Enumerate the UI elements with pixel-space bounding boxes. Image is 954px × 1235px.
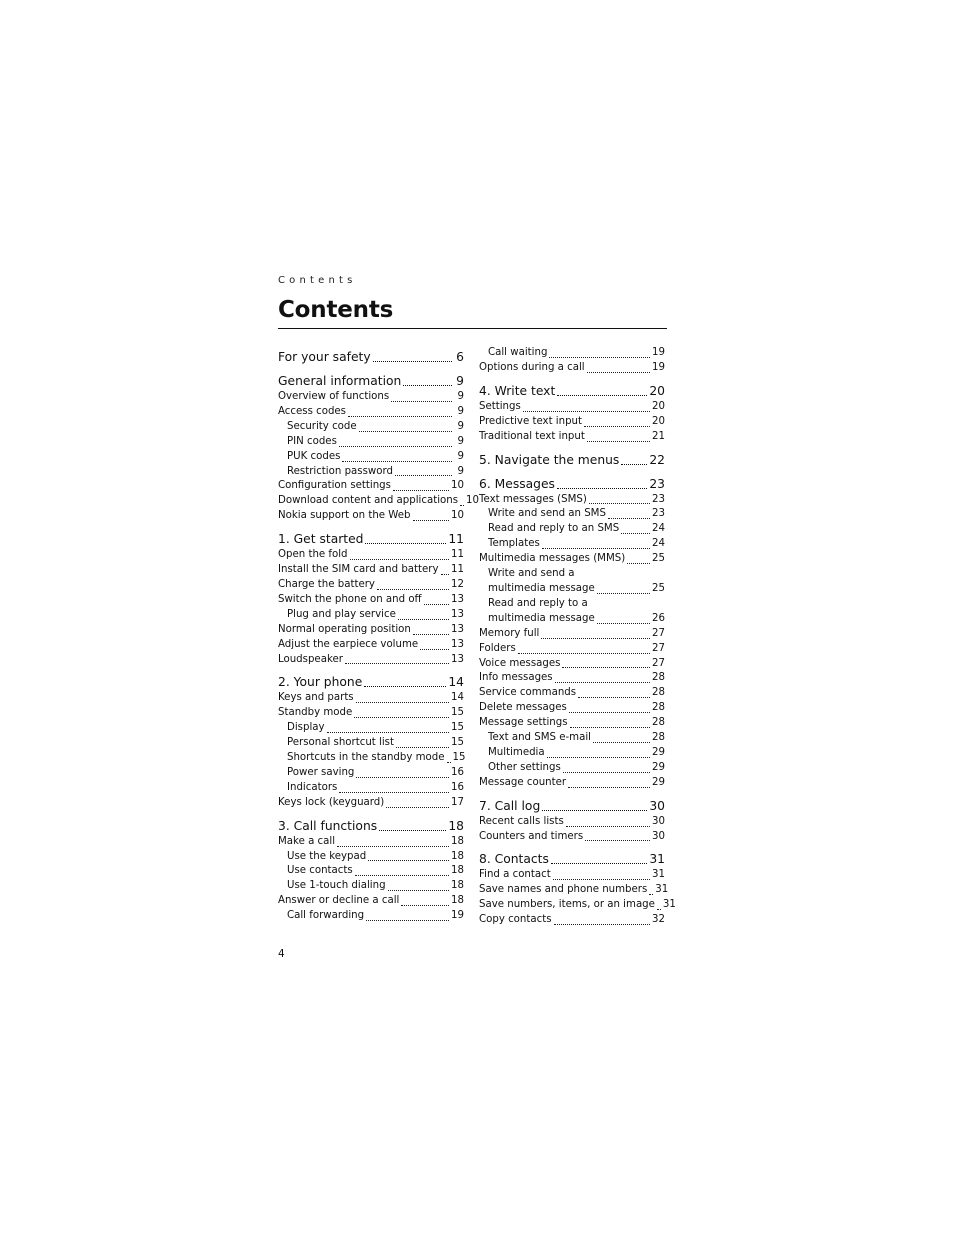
toc-entry-title: Save numbers, items, or an image bbox=[479, 899, 655, 911]
toc-entry[interactable] bbox=[479, 776, 665, 791]
dot-leader bbox=[587, 372, 650, 373]
dot-leader bbox=[388, 890, 449, 891]
toc-entry-page: 26 bbox=[652, 612, 665, 624]
toc-entry-page: 9 bbox=[457, 391, 464, 402]
toc-entry-page: 10 bbox=[451, 480, 464, 492]
toc-entry[interactable] bbox=[479, 361, 665, 376]
toc-entry-page: 13 bbox=[451, 623, 464, 635]
toc-entry[interactable] bbox=[479, 552, 665, 567]
toc-entry-page: 10 bbox=[466, 495, 479, 507]
dot-leader bbox=[339, 792, 449, 793]
toc-entry[interactable] bbox=[278, 751, 464, 766]
toc-entry-title: Plug and play service bbox=[287, 608, 396, 620]
dot-leader bbox=[403, 385, 452, 386]
toc-entry-title: Settings bbox=[479, 400, 521, 412]
toc-chapter-entry[interactable] bbox=[278, 674, 464, 691]
toc-entry-page: 30 bbox=[652, 830, 665, 842]
dot-leader bbox=[345, 663, 449, 664]
toc-entry-title: Adjust the earpiece volume bbox=[278, 638, 419, 650]
toc-entry-page: 16 bbox=[451, 781, 464, 793]
toc-entry-title: Use contacts bbox=[287, 865, 353, 877]
toc-entry-page: 29 bbox=[652, 746, 665, 758]
dot-leader bbox=[354, 717, 449, 718]
toc-entry[interactable] bbox=[479, 522, 665, 537]
dot-leader bbox=[566, 826, 650, 827]
dot-leader bbox=[542, 548, 650, 549]
dot-leader bbox=[447, 762, 451, 763]
toc-entry[interactable] bbox=[278, 796, 464, 811]
toc-entry-page: 28 bbox=[652, 687, 665, 699]
toc-entry[interactable] bbox=[479, 346, 665, 361]
toc-entry-page: 14 bbox=[448, 675, 464, 690]
dot-leader bbox=[441, 574, 450, 575]
toc-entry-page: 18 bbox=[448, 818, 464, 833]
dot-leader bbox=[569, 712, 650, 713]
toc-entry-title: 1. Get started bbox=[278, 532, 364, 547]
toc-entry-title: Open the fold bbox=[278, 549, 348, 561]
toc-entry-title: Overview of functions bbox=[278, 391, 390, 402]
toc-entry-page: 16 bbox=[451, 766, 464, 778]
toc-entry[interactable] bbox=[479, 493, 665, 508]
toc-entry[interactable] bbox=[278, 894, 464, 909]
toc-entry[interactable] bbox=[278, 879, 464, 894]
dot-leader bbox=[657, 909, 661, 910]
toc-entry-page: 32 bbox=[652, 914, 665, 926]
toc-entry-title: 7. Call log bbox=[479, 798, 541, 813]
toc-entry[interactable] bbox=[278, 736, 464, 751]
toc-chapter-entry[interactable] bbox=[479, 476, 665, 493]
dot-leader bbox=[364, 686, 446, 687]
toc-entry-page: 29 bbox=[652, 776, 665, 788]
toc-entry[interactable] bbox=[479, 400, 665, 415]
toc-entry-title: Templates bbox=[488, 538, 540, 550]
toc-entry-page: 13 bbox=[451, 608, 464, 620]
toc-entry[interactable] bbox=[479, 507, 665, 522]
toc-entry-title: Keys and parts bbox=[278, 692, 354, 704]
toc-entry[interactable] bbox=[278, 578, 464, 593]
dot-leader bbox=[420, 649, 449, 650]
dot-leader bbox=[350, 559, 450, 560]
toc-entry-page: 19 bbox=[451, 910, 464, 922]
toc-entry-page: 31 bbox=[652, 869, 665, 881]
toc-entry-page: 19 bbox=[652, 347, 665, 358]
toc-entry-title: Service commands bbox=[479, 687, 577, 699]
toc-entry-page: 6 bbox=[456, 350, 464, 364]
dot-leader bbox=[359, 431, 452, 432]
toc-entry-page: 10 bbox=[451, 510, 464, 522]
toc-entry[interactable] bbox=[278, 850, 464, 865]
toc-entry-title: Display bbox=[287, 722, 325, 734]
toc-entry[interactable] bbox=[278, 608, 464, 623]
toc-entry[interactable] bbox=[479, 868, 665, 883]
toc-entry[interactable] bbox=[278, 390, 464, 405]
toc-entry-title: Text messages (SMS) bbox=[479, 493, 587, 505]
toc-entry[interactable] bbox=[479, 761, 665, 776]
toc-entry-page: 30 bbox=[649, 798, 665, 813]
toc-entry-title: Make a call bbox=[278, 835, 336, 847]
dot-leader bbox=[568, 787, 650, 788]
toc-entry-title: PUK codes bbox=[287, 450, 341, 462]
toc-entry-page: 20 bbox=[652, 415, 665, 427]
toc-entry-page: 27 bbox=[652, 627, 665, 639]
toc-entry-title: Find a contact bbox=[479, 869, 551, 881]
toc-entry-title: Message settings bbox=[479, 717, 568, 729]
toc-entry-page: 28 bbox=[652, 672, 665, 684]
toc-entry-title: Loudspeaker bbox=[278, 653, 343, 665]
toc-entry-page: 25 bbox=[652, 582, 665, 594]
dot-leader bbox=[621, 464, 647, 465]
toc-entry-title: PIN codes bbox=[287, 435, 337, 447]
toc-entry-page: 9 bbox=[457, 465, 464, 477]
toc-entry-title: Charge the battery bbox=[278, 578, 375, 590]
running-head: Contents bbox=[278, 275, 357, 286]
toc-entry-title: 6. Messages bbox=[479, 476, 555, 491]
toc-entry-title: multimedia message bbox=[488, 582, 595, 594]
toc-entry-page: 25 bbox=[652, 553, 665, 565]
dot-leader bbox=[523, 411, 650, 412]
toc-entry-page: 9 bbox=[456, 374, 464, 388]
toc-chapter-entry[interactable] bbox=[479, 851, 665, 868]
toc-entry-title: Counters and timers bbox=[479, 830, 584, 842]
dot-leader bbox=[395, 475, 452, 476]
toc-entry-page: 21 bbox=[652, 430, 665, 442]
toc-entry-page: 22 bbox=[649, 452, 665, 467]
toc-entry[interactable] bbox=[479, 642, 665, 657]
toc-entry-title: Restriction password bbox=[287, 465, 393, 477]
toc-entry-page: 31 bbox=[662, 899, 676, 911]
toc-entry[interactable] bbox=[479, 582, 665, 597]
dot-leader bbox=[555, 682, 650, 683]
toc-entry[interactable] bbox=[278, 450, 464, 465]
toc-entry-title: Save names and phone numbers bbox=[479, 884, 648, 896]
toc-entry-page: 15 bbox=[451, 737, 464, 749]
dot-leader bbox=[413, 634, 449, 635]
dot-leader bbox=[379, 830, 446, 831]
toc-entry[interactable] bbox=[278, 638, 464, 653]
dot-leader bbox=[393, 490, 449, 491]
toc-entry[interactable] bbox=[479, 597, 665, 612]
toc-entry[interactable] bbox=[278, 691, 464, 706]
toc-entry-page: 13 bbox=[451, 638, 464, 650]
dot-leader bbox=[386, 807, 449, 808]
toc-entry-page: 9 bbox=[457, 450, 464, 462]
toc-entry-page: 18 bbox=[451, 880, 464, 892]
toc-entry-title: Message counter bbox=[479, 776, 567, 788]
toc-entry-title: Other settings bbox=[488, 761, 561, 773]
dot-leader bbox=[549, 357, 650, 358]
toc-entry-title: For your safety bbox=[278, 350, 371, 364]
toc-entry[interactable] bbox=[278, 494, 479, 509]
toc-entry[interactable] bbox=[278, 623, 464, 638]
dot-leader bbox=[398, 619, 449, 620]
toc-chapter-entry[interactable] bbox=[479, 452, 665, 469]
dot-leader bbox=[570, 727, 651, 728]
dot-leader bbox=[342, 461, 452, 462]
toc-entry-title: Answer or decline a call bbox=[278, 895, 400, 907]
toc-entry-title: Text and SMS e-mail bbox=[488, 732, 591, 744]
toc-entry[interactable] bbox=[278, 405, 464, 420]
dot-leader bbox=[541, 638, 650, 639]
dot-leader bbox=[547, 757, 650, 758]
toc-column-right bbox=[479, 346, 676, 928]
toc-entry[interactable] bbox=[479, 567, 665, 582]
dot-leader bbox=[562, 667, 650, 668]
toc-entry[interactable] bbox=[278, 593, 464, 608]
toc-entry[interactable] bbox=[479, 701, 665, 716]
dot-leader bbox=[368, 860, 449, 861]
toc-entry[interactable] bbox=[278, 563, 464, 578]
toc-entry-page: 18 bbox=[451, 865, 464, 877]
dot-leader bbox=[597, 623, 650, 624]
toc-entry-page: 11 bbox=[451, 549, 464, 561]
toc-entry-page: 28 bbox=[652, 702, 665, 714]
dot-leader bbox=[621, 533, 650, 534]
toc-entry-title: Use the keypad bbox=[287, 850, 367, 862]
toc-entry-page: 23 bbox=[652, 508, 665, 520]
toc-entry-title: Read and reply to a bbox=[488, 597, 588, 609]
toc-entry-page: 19 bbox=[652, 361, 665, 373]
toc-entry[interactable] bbox=[278, 548, 464, 563]
toc-entry[interactable] bbox=[278, 766, 464, 781]
toc-entry-title: Power saving bbox=[287, 766, 355, 778]
toc-entry-title: Standby mode bbox=[278, 707, 353, 719]
toc-entry-page: 27 bbox=[652, 657, 665, 669]
toc-entry-title: Traditional text input bbox=[479, 430, 585, 442]
toc-entry-title: Nokia support on the Web bbox=[278, 510, 411, 522]
dot-leader bbox=[356, 702, 449, 703]
toc-entry[interactable] bbox=[278, 781, 464, 796]
toc-entry-title: Read and reply to an SMS bbox=[488, 523, 620, 535]
toc-entry[interactable] bbox=[479, 898, 676, 913]
toc-entry[interactable] bbox=[278, 465, 464, 480]
toc-entry-title: multimedia message bbox=[488, 612, 595, 624]
toc-entry-title: Switch the phone on and off bbox=[278, 593, 422, 605]
toc-entry-title: Keys lock (keyguard) bbox=[278, 796, 385, 808]
toc-entry-title: 3. Call functions bbox=[278, 818, 378, 833]
toc-entry-title: Access codes bbox=[278, 405, 346, 417]
toc-entry-title: 4. Write text bbox=[479, 383, 556, 398]
toc-entry-title: Info messages bbox=[479, 672, 553, 684]
dot-leader bbox=[356, 777, 449, 778]
toc-entry[interactable] bbox=[278, 864, 464, 879]
toc-entry[interactable] bbox=[479, 830, 665, 845]
toc-entry[interactable] bbox=[278, 721, 464, 736]
dot-leader bbox=[337, 846, 449, 847]
toc-entry-title: Folders bbox=[479, 642, 516, 654]
toc-entry[interactable] bbox=[479, 815, 665, 830]
toc-entry-title: General information bbox=[278, 374, 402, 388]
toc-entry-page: 18 bbox=[451, 850, 464, 862]
toc-entry[interactable] bbox=[278, 909, 464, 924]
toc-chapter-entry[interactable] bbox=[278, 349, 464, 366]
toc-entry[interactable] bbox=[278, 835, 464, 850]
toc-entry[interactable] bbox=[479, 716, 665, 731]
toc-entry-title: 2. Your phone bbox=[278, 675, 363, 690]
toc-entry-title: Security code bbox=[287, 420, 357, 432]
dot-leader bbox=[553, 879, 650, 880]
dot-leader bbox=[585, 840, 650, 841]
toc-entry[interactable] bbox=[278, 653, 464, 668]
toc-entry-page: 31 bbox=[649, 852, 665, 867]
toc-column-left bbox=[278, 346, 479, 924]
toc-entry-page: 11 bbox=[451, 564, 464, 576]
dot-leader bbox=[589, 503, 650, 504]
toc-chapter-entry[interactable] bbox=[479, 798, 665, 815]
toc-entry[interactable] bbox=[479, 627, 665, 642]
toc-entry-title: Normal operating position bbox=[278, 623, 411, 635]
toc-entry-page: 18 bbox=[451, 835, 464, 847]
dot-leader bbox=[460, 505, 464, 506]
toc-entry-title: Memory full bbox=[479, 627, 540, 639]
dot-leader bbox=[627, 563, 650, 564]
dot-leader bbox=[608, 518, 650, 519]
toc-entry[interactable] bbox=[278, 420, 464, 435]
toc-entry-page: 27 bbox=[652, 642, 665, 654]
page-number: 4 bbox=[278, 948, 285, 960]
dot-leader bbox=[587, 441, 650, 442]
dot-leader bbox=[365, 543, 446, 544]
toc-entry-title: Options during a call bbox=[479, 361, 585, 373]
dot-leader bbox=[578, 697, 650, 698]
toc-entry-page: 13 bbox=[451, 653, 464, 665]
toc-entry-title: Delete messages bbox=[479, 702, 567, 714]
toc-chapter-entry[interactable] bbox=[278, 818, 464, 835]
dot-leader bbox=[377, 589, 449, 590]
dot-leader bbox=[551, 863, 647, 864]
toc-entry-page: 15 bbox=[452, 752, 466, 764]
toc-entry-page: 15 bbox=[451, 707, 464, 719]
toc-entry[interactable] bbox=[479, 430, 665, 445]
dot-leader bbox=[373, 361, 452, 362]
toc-entry[interactable] bbox=[278, 706, 464, 721]
toc-entry-title: Call waiting bbox=[488, 347, 548, 358]
dot-leader bbox=[554, 924, 651, 925]
dot-leader bbox=[557, 488, 647, 489]
toc-entry-page: 11 bbox=[448, 532, 464, 547]
toc-chapter-entry[interactable] bbox=[278, 531, 464, 548]
toc-entry[interactable] bbox=[479, 537, 665, 552]
toc-entry-page: 9 bbox=[457, 405, 464, 417]
dot-leader bbox=[391, 401, 452, 402]
toc-entry-page: 24 bbox=[652, 538, 665, 550]
toc-entry[interactable] bbox=[479, 415, 665, 430]
dot-leader bbox=[584, 426, 650, 427]
toc-entry[interactable] bbox=[479, 686, 665, 701]
toc-entry-title: Copy contacts bbox=[479, 914, 552, 926]
dot-leader bbox=[649, 894, 653, 895]
toc-entry-title: Recent calls lists bbox=[479, 815, 564, 827]
toc-entry[interactable] bbox=[479, 657, 665, 672]
toc-entry[interactable] bbox=[278, 435, 464, 450]
toc-entry-page: 9 bbox=[457, 435, 464, 447]
toc-entry-title: Personal shortcut list bbox=[287, 737, 394, 749]
toc-entry[interactable] bbox=[479, 883, 669, 898]
toc-entry-title: Voice messages bbox=[479, 657, 561, 669]
dot-leader bbox=[348, 416, 452, 417]
dot-leader bbox=[557, 395, 647, 396]
toc-entry-page: 23 bbox=[649, 476, 665, 491]
toc-entry[interactable] bbox=[479, 671, 665, 686]
toc-entry-page: 20 bbox=[652, 400, 665, 412]
toc-entry[interactable] bbox=[479, 746, 665, 761]
toc-entry-title: Predictive text input bbox=[479, 415, 583, 427]
dot-leader bbox=[327, 732, 449, 733]
toc-entry-title: Install the SIM card and battery bbox=[278, 564, 439, 576]
toc-entry-page: 17 bbox=[451, 796, 464, 808]
toc-entry-page: 9 bbox=[457, 420, 464, 432]
toc-entry-title: 5. Navigate the menus bbox=[479, 452, 620, 467]
toc-entry-title: 8. Contacts bbox=[479, 852, 549, 867]
dot-leader bbox=[542, 810, 647, 811]
dot-leader bbox=[593, 742, 650, 743]
toc-entry[interactable] bbox=[479, 612, 665, 627]
toc-entry-page: 28 bbox=[652, 717, 665, 729]
toc-entry-page: 13 bbox=[451, 593, 464, 605]
dot-leader bbox=[396, 747, 449, 748]
dot-leader bbox=[597, 593, 650, 594]
toc-entry-title: Multimedia messages (MMS) bbox=[479, 553, 626, 565]
toc-entry-title: Write and send a bbox=[488, 568, 575, 580]
dot-leader bbox=[563, 772, 650, 773]
toc-entry-title: Call forwarding bbox=[287, 910, 365, 922]
toc-entry-page: 28 bbox=[652, 732, 665, 744]
toc-entry-page: 18 bbox=[451, 895, 464, 907]
toc-entry-page: 14 bbox=[451, 692, 464, 704]
dot-leader bbox=[401, 905, 449, 906]
toc-entry-page: 24 bbox=[652, 523, 665, 535]
toc-entry-page: 30 bbox=[652, 815, 665, 827]
toc-entry-title: Shortcuts in the standby mode bbox=[287, 752, 445, 764]
dot-leader bbox=[366, 920, 449, 921]
page-title: Contents bbox=[278, 297, 394, 323]
toc-entry-title: Use 1-touch dialing bbox=[287, 880, 386, 892]
toc-entry-title: Indicators bbox=[287, 781, 338, 793]
toc-chapter-entry[interactable] bbox=[479, 383, 665, 400]
toc-entry[interactable] bbox=[278, 479, 464, 494]
toc-entry-title: Download content and applications bbox=[278, 495, 459, 507]
dot-leader bbox=[355, 875, 449, 876]
title-rule bbox=[278, 328, 667, 329]
toc-entry-page: 31 bbox=[655, 884, 669, 896]
dot-leader bbox=[413, 520, 450, 521]
toc-entry-title: Configuration settings bbox=[278, 480, 391, 492]
toc-entry[interactable] bbox=[479, 913, 665, 928]
toc-entry-page: 29 bbox=[652, 761, 665, 773]
toc-entry-title: Write and send an SMS bbox=[488, 508, 606, 520]
toc-entry-page: 12 bbox=[451, 578, 464, 590]
dot-leader bbox=[339, 446, 452, 447]
toc-entry-title: Multimedia bbox=[488, 746, 545, 758]
toc-entry-page: 23 bbox=[652, 493, 665, 505]
toc-entry-page: 20 bbox=[649, 383, 665, 398]
dot-leader bbox=[518, 653, 650, 654]
toc-entry[interactable] bbox=[479, 731, 665, 746]
toc-chapter-entry[interactable] bbox=[278, 373, 464, 390]
dot-leader bbox=[424, 604, 449, 605]
toc-entry-page: 15 bbox=[451, 722, 464, 734]
toc-entry[interactable] bbox=[278, 509, 464, 524]
